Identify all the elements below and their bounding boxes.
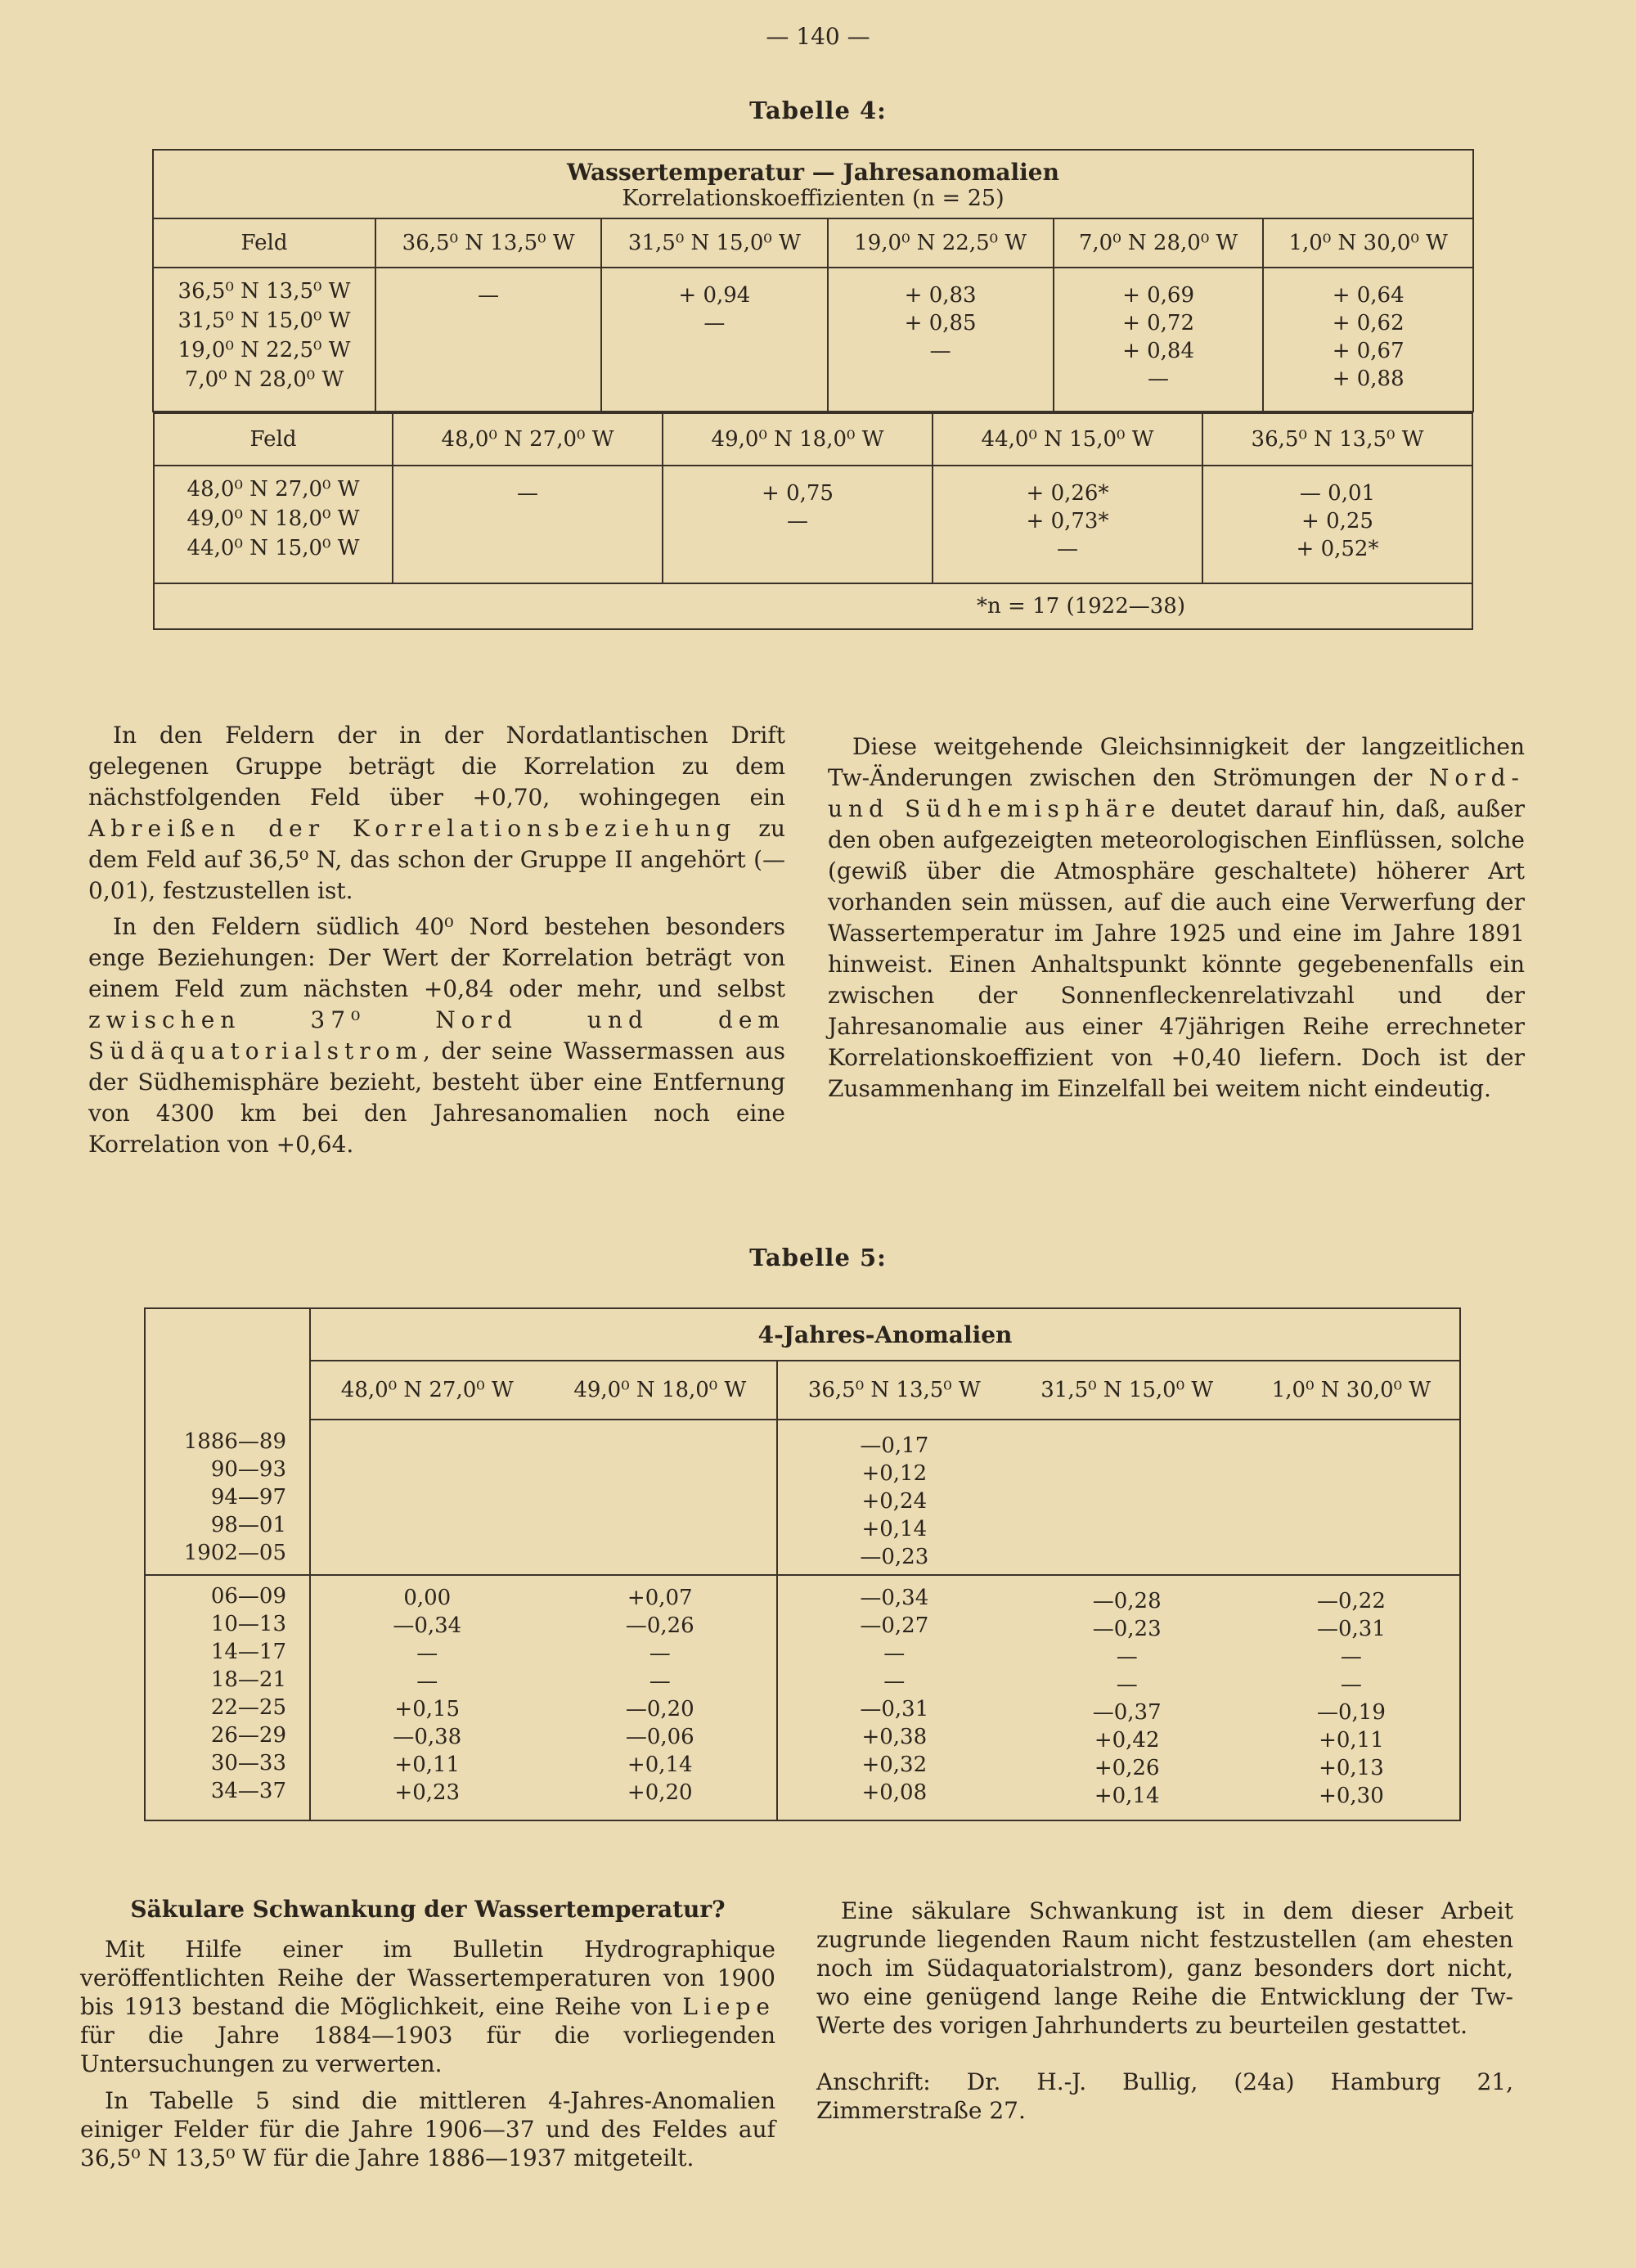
table4-subtitle: Korrelationskoeffizienten (n = 25) [622, 186, 1005, 211]
table5-col-header: 49,0⁰ N 18,0⁰ W [544, 1361, 778, 1420]
paragraph: In den Feldern südlich 40⁰ Nord bestehen besonders enge Beziehungen: Der Wert der Korrelation beträgt von einem Feld zum nächsten +0,84 oder mehr, und selbst zwischen 37⁰ Nord und dem Südäquatorialstrom, der seine Wassermassen aus der Südhemisphäre bezieht, besteht über eine Entfernung von 4300 km bei den Jahresanomalien noch eine Korrelation von +0,64. [88, 913, 785, 1158]
table5 [144, 1307, 1461, 1821]
table4-cell: + 0,64 + 0,62 + 0,67 + 0,88 [1263, 268, 1473, 412]
table5-caption: Tabelle 5: [749, 1244, 887, 1271]
table5-years-block2: 06—09 10—13 14—17 18—21 22—25 26—29 30—33 34—37 [145, 1575, 310, 1820]
paragraph: In Tabelle 5 sind die mittleren 4-Jahres-Anomalien einiger Felder für die Jahre 1906—37 und des Feldes auf 36,5⁰ N 13,5⁰ W für die Jahre 1886—1937 mitgeteilt. [80, 2087, 775, 2171]
text-lower-left [80, 1895, 775, 2172]
table4-cell: — 0,01 + 0,25 + 0,52* [1202, 466, 1472, 583]
paragraph: In den Feldern der in der Nordatlantischen Drift gelegenen Gruppe beträgt die Korrelation zu dem nächstfolgenden Feld über +0,70, wohingegen ein Abreißen der Korrelationsbeziehung zu dem Feld auf 36,5⁰ N, das schon der Gruppe II angehört (—0,01), festzustellen ist. [88, 722, 785, 904]
table5-years-block1: 1886—89 90—93 94—97 98—01 1902—05 [145, 1420, 310, 1575]
table4-cell: + 0,26* + 0,73* — [933, 466, 1202, 583]
table4-cell: — [375, 268, 601, 412]
table5-values: 0,00 —0,34 — — +0,15 —0,38 +0,11 +0,23 [310, 1575, 544, 1820]
table5-values: —0,28 —0,23 — — —0,37 +0,42 +0,26 +0,14 [1011, 1575, 1243, 1820]
section-heading: Säkulare Schwankung der Wassertemperatur? [130, 1896, 726, 1923]
text-lower-right [816, 1897, 1513, 2125]
table5-values: —0,17 +0,12 +0,24 +0,14 —0,23 [860, 1433, 929, 1569]
table5-col-header: 36,5⁰ N 13,5⁰ W [777, 1361, 1011, 1420]
table4-col-header: 48,0⁰ N 27,0⁰ W [393, 413, 663, 466]
table4-caption: Tabelle 4: [749, 97, 887, 124]
table5-title: 4-Jahres-Anomalien [310, 1308, 1460, 1361]
table5-values: +0,07 —0,26 — — —0,20 —0,06 +0,14 +0,20 [544, 1575, 778, 1820]
table4-cell: + 0,94 — [601, 268, 827, 412]
table4-footnote: *n = 17 (1922—38) [154, 583, 1472, 629]
table4-col-header: 44,0⁰ N 15,0⁰ W [933, 413, 1202, 466]
table5-values: —0,34 —0,27 — — —0,31 +0,38 +0,32 +0,08 [777, 1575, 1011, 1820]
table4-col-header: 19,0⁰ N 22,5⁰ W [828, 218, 1054, 268]
table4-col-header: 49,0⁰ N 18,0⁰ W [663, 413, 933, 466]
table4-feld-label-2: Feld [154, 413, 393, 466]
table5-col-header: 1,0⁰ N 30,0⁰ W [1243, 1361, 1460, 1420]
paragraph: Eine säkulare Schwankung ist in dem dieser Arbeit zugrunde liegenden Raum nicht festzustellen (am ehesten noch im Südaquatorialstrom), ganz besonders dort nicht, wo eine genügend lange Reihe die Entwicklung der Tw-Werte des vorigen Jahrhunderts zu beurteilen gestattet. [816, 1897, 1513, 2039]
table4-col-header: 36,5⁰ N 13,5⁰ W [1202, 413, 1472, 466]
table4-row-labels-2: 48,0⁰ N 27,0⁰ W 49,0⁰ N 18,0⁰ W 44,0⁰ N 15,0⁰ W [154, 466, 393, 583]
table4 [152, 149, 1474, 630]
table5-col-header: 48,0⁰ N 27,0⁰ W [310, 1361, 544, 1420]
page-number: — 140 — [766, 23, 870, 50]
address: Anschrift: Dr. H.-J. Bullig, (24a) Hamburg 21, Zimmerstraße 27. [816, 2068, 1513, 2124]
paragraph: Mit Hilfe einer im Bulletin Hydrographique veröffentlichten Reihe der Wassertemperaturen von 1900 bis 1913 bestand die Möglichkeit, eine Reihe von Liepe für die Jahre 1884—1903 für die vorliegenden Untersuchungen zu verwerten. [80, 1936, 775, 2077]
table4-cell: + 0,75 — [663, 466, 933, 583]
table4-title: Wassertemperatur — Jahresanomalien [567, 159, 1059, 186]
text-upper-left [88, 720, 785, 1160]
table4-col-header: 1,0⁰ N 30,0⁰ W [1263, 218, 1473, 268]
table4-cell: + 0,83 + 0,85 — [828, 268, 1054, 412]
table4-row-labels-1: 36,5⁰ N 13,5⁰ W 31,5⁰ N 15,0⁰ W 19,0⁰ N 22,5⁰ W 7,0⁰ N 28,0⁰ W [153, 268, 375, 412]
table4-col-header: 36,5⁰ N 13,5⁰ W [375, 218, 601, 268]
table4-cell: + 0,69 + 0,72 + 0,84 — [1054, 268, 1264, 412]
table5-values: —0,22 —0,31 — — —0,19 +0,11 +0,13 +0,30 [1243, 1575, 1460, 1820]
paragraph: Diese weitgehende Gleichsinnigkeit der langzeitlichen Tw-Änderungen zwischen den Strömungen der Nord- und Südhemisphäre deutet darauf hin, daß, außer den oben aufgezeigten meteorologischen Einflüssen, solche (gewiß über die Atmosphäre geschaltete) höherer Art vorhanden sein müssen, auf die auch eine Verwerfung der Wassertemperatur im Jahre 1925 und eine im Jahre 1891 hinweist. Einen Anhaltspunkt könnte gegebenenfalls ein zwischen der Sonnenfleckenrelativzahl und der Jahresanomalie aus einer 47jährigen Reihe errechneter Korrelationskoeffizient von +0,40 liefern. Doch ist der Zusammenhang im Einzelfall bei weitem nicht eindeutig. [828, 733, 1525, 1102]
table4-cell: — [393, 466, 663, 583]
table4-col-header: 7,0⁰ N 28,0⁰ W [1054, 218, 1264, 268]
table4-feld-label-1: Feld [153, 218, 375, 268]
table4-section2 [153, 412, 1473, 630]
table4-col-header: 31,5⁰ N 15,0⁰ W [601, 218, 827, 268]
table5-col-header: 31,5⁰ N 15,0⁰ W [1011, 1361, 1243, 1420]
text-upper-right [828, 731, 1525, 1105]
